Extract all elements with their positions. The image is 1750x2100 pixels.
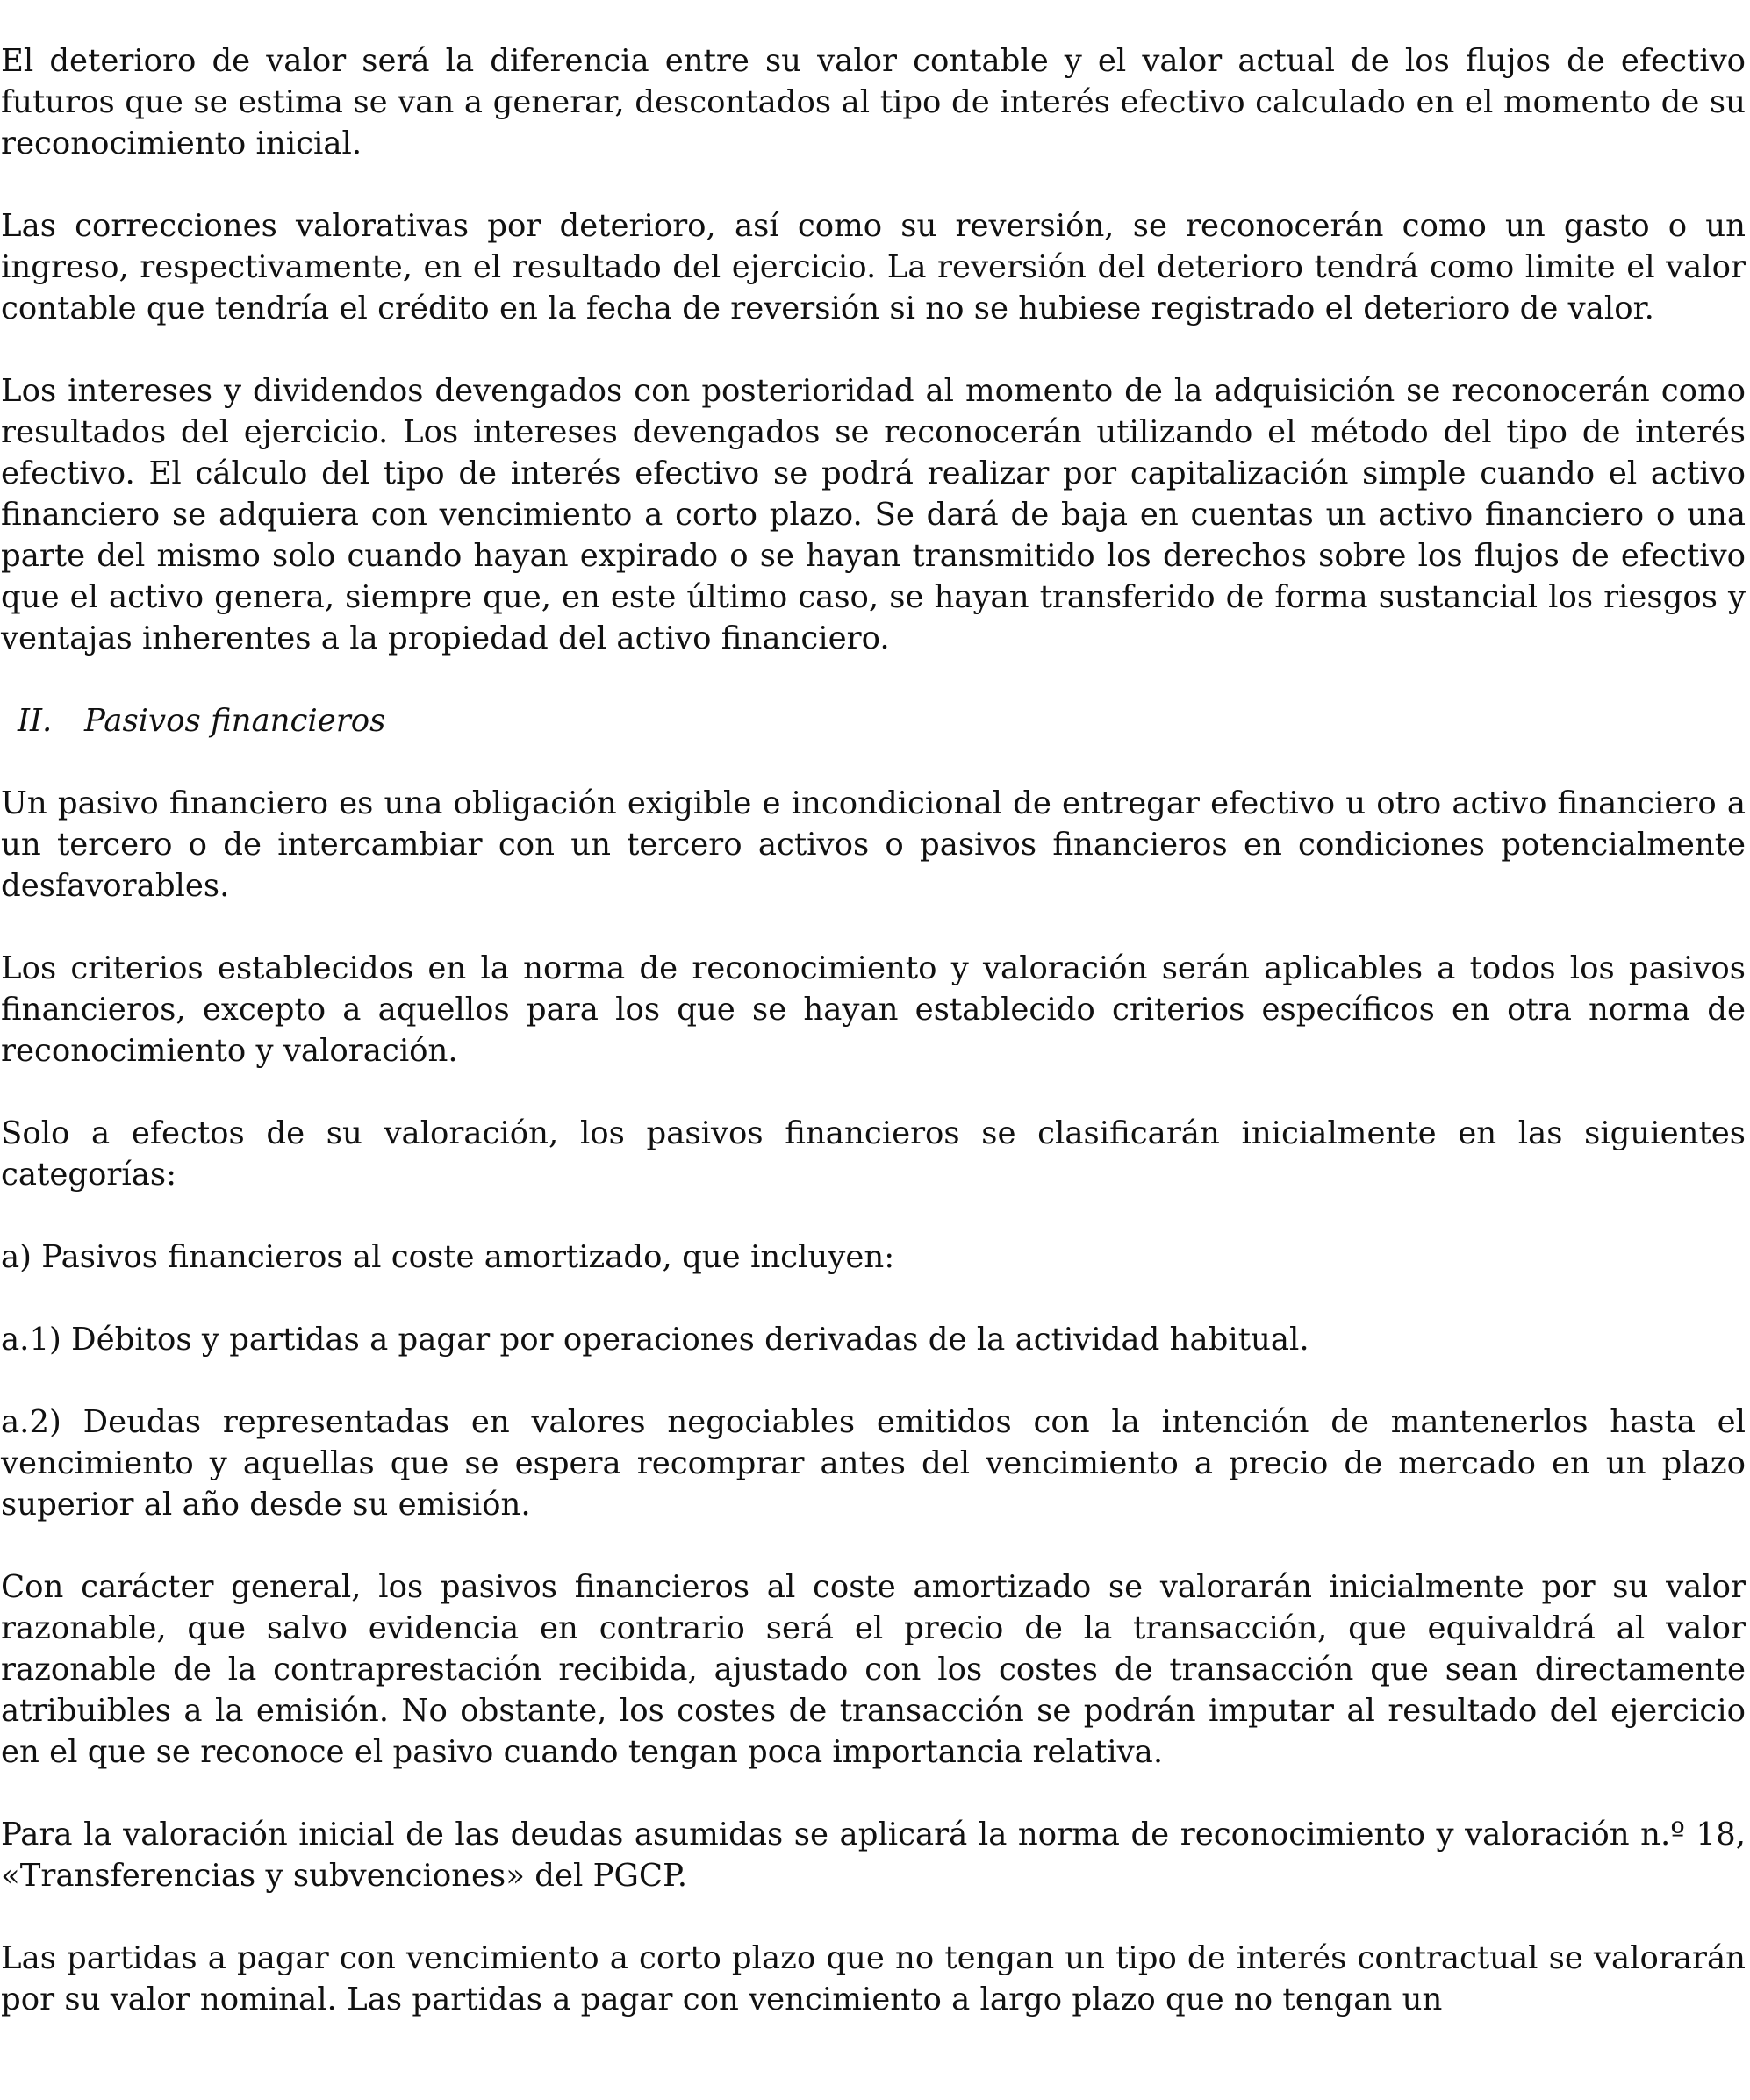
paragraph-partidas-a-pagar: Las partidas a pagar con vencimiento a corto plazo que no tengan un tipo de interés contractual se valorarán por su valor nominal. Las partidas a pagar con vencimiento a largo plazo que no tengan un [1, 1940, 1746, 2018]
paragraph-criterios-establecidos: Los criterios establecidos en la norma de reconocimiento y valoración serán aplicables a todos los pasivos financieros, excepto a aquellos para los que se hayan establecido criterios específicos en otra norma de reconocimiento y valoración. [1, 950, 1746, 1069]
paragraph-correcciones-valorativas: Las correcciones valorativas por deterioro, así como su reversión, se reconocerán como un gasto o un ingreso, respectivamente, en el resultado del ejercicio. La reversión del deterioro tendrá como limite el valor contable que tendría el crédito en la fecha de reversión si no se hubiese registrado el deterioro de valor. [1, 208, 1746, 326]
list-item-a: a) Pasivos financieros al coste amortizado, que incluyen: [1, 1239, 895, 1275]
document-page [1, 40, 1746, 2061]
paragraph-deterioro-valor: El deterioro de valor será la diferencia entre su valor contable y el valor actual de los flujos de efectivo futuros que se estima se van a generar, descontados al tipo de interés efectivo calculado en el momento de su reconocimiento inicial. [1, 43, 1746, 161]
section-title: Pasivos financieros [84, 703, 386, 739]
list-item-a2: a.2) Deudas representadas en valores negociables emitidos con la intención de mantenerlos hasta el vencimiento y aquellas que se espera recomprar antes del vencimiento a precio de mercado en un plazo superior al año desde su emisión. [1, 1404, 1746, 1523]
paragraph-clasificacion: Solo a efectos de su valoración, los pasivos financieros se clasificarán inicialmente en las siguientes categorías: [1, 1115, 1746, 1193]
paragraph-caracter-general: Con carácter general, los pasivos financieros al coste amortizado se valorarán inicialmente por su valor razonable, que salvo evidencia en contrario será el precio de la transacción, que equivaldrá al valor razonable de la contraprestación recibida, ajustado con los costes de transacción que sean directamente atribuibles a la emisión. No obstante, los costes de transacción se podrán imputar al resultado del ejercicio en el que se reconoce el pasivo cuando tengan poca importancia relativa. [1, 1569, 1746, 1770]
paragraph-deudas-asumidas: Para la valoración inicial de las deudas asumidas se aplicará la norma de reconocimiento y valoración n.º 18, «Transferencias y subvenciones» del PGCP. [1, 1817, 1746, 1894]
paragraph-definicion-pasivo: Un pasivo financiero es una obligación exigible e incondicional de entregar efectivo u otro activo financiero a un tercero o de intercambiar con un tercero activos o pasivos financieros en condiciones potencialmente desfavorables. [1, 785, 1746, 904]
section-number: II. [18, 703, 53, 739]
paragraph-intereses-dividendos: Los intereses y dividendos devengados con posterioridad al momento de la adquisición se reconocerán como resultados del ejercicio. Los intereses devengados se reconocerán utilizando el método del tipo de interés efectivo. El cálculo del tipo de interés efectivo se podrá realizar por capitalización simple cuando el activo financiero se adquiera con vencimiento a corto plazo. Se dará de baja en cuentas un activo financiero o una parte del mismo solo cuando hayan expirado o se hayan transmitido los derechos sobre los flujos de efectivo que el activo genera, siempre que, en este último caso, se hayan transferido de forma sustancial los riesgos y ventajas inherentes a la propiedad del activo financiero. [1, 373, 1746, 656]
list-item-a1: a.1) Débitos y partidas a pagar por operaciones derivadas de la actividad habitual. [1, 1322, 1309, 1358]
section-heading-pasivos-financieros [1, 700, 1746, 742]
